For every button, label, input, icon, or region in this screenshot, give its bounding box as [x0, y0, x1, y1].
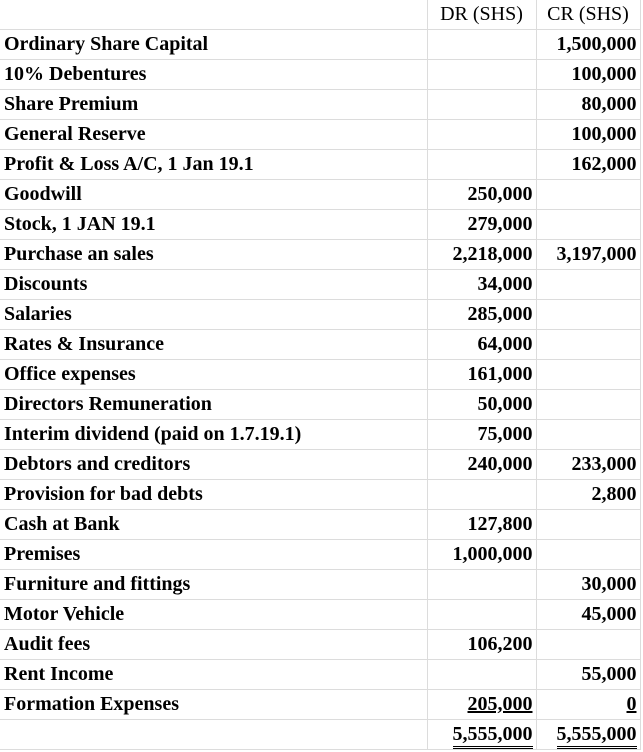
- credit-amount: 45,000: [536, 600, 640, 630]
- debit-amount: [427, 120, 536, 150]
- table-row: [0, 120, 640, 150]
- debit-amount: 127,800: [427, 510, 536, 540]
- debit-amount: 1,000,000: [427, 540, 536, 570]
- table-row: [0, 510, 640, 540]
- account-name: Cash at Bank: [0, 510, 427, 540]
- credit-amount: 3,197,000: [536, 240, 640, 270]
- account-name: Profit & Loss A/C, 1 Jan 19.1: [0, 150, 427, 180]
- debit-amount: [427, 480, 536, 510]
- account-name: Motor Vehicle: [0, 600, 427, 630]
- table-row: [0, 600, 640, 630]
- table-row: [0, 390, 640, 420]
- table-row: [0, 360, 640, 390]
- account-name: Furniture and fittings: [0, 570, 427, 600]
- credit-amount: 2,800: [536, 480, 640, 510]
- credit-amount: [536, 690, 640, 720]
- header-dr: DR (SHS): [427, 0, 536, 30]
- debit-amount: [427, 570, 536, 600]
- credit-amount: [536, 300, 640, 330]
- totals-cr-value: 5,555,000: [557, 723, 637, 749]
- totals-dr-value: 5,555,000: [453, 723, 533, 749]
- credit-amount-value: 0: [626, 693, 637, 715]
- credit-amount: 162,000: [536, 150, 640, 180]
- account-name: Formation Expenses: [0, 690, 427, 720]
- account-name: Rates & Insurance: [0, 330, 427, 360]
- credit-amount: 55,000: [536, 660, 640, 690]
- credit-amount: [536, 420, 640, 450]
- account-name: Discounts: [0, 270, 427, 300]
- table-row: [0, 270, 640, 300]
- totals-row: [0, 720, 640, 750]
- debit-amount: [427, 600, 536, 630]
- debit-amount-value: 205,000: [467, 693, 533, 715]
- header-cr: CR (SHS): [536, 0, 640, 30]
- account-name: Debtors and creditors: [0, 450, 427, 480]
- account-name: Interim dividend (paid on 1.7.19.1): [0, 420, 427, 450]
- header-row: [0, 0, 640, 30]
- table-row: [0, 240, 640, 270]
- debit-amount: 64,000: [427, 330, 536, 360]
- account-name: Audit fees: [0, 630, 427, 660]
- table-row: [0, 570, 640, 600]
- credit-amount: [536, 630, 640, 660]
- debit-amount: 75,000: [427, 420, 536, 450]
- table-row: [0, 540, 640, 570]
- table-row: [0, 180, 640, 210]
- account-name: Stock, 1 JAN 19.1: [0, 210, 427, 240]
- credit-amount: 100,000: [536, 120, 640, 150]
- account-name: Goodwill: [0, 180, 427, 210]
- debit-amount: 285,000: [427, 300, 536, 330]
- credit-amount: [536, 510, 640, 540]
- debit-amount: [427, 60, 536, 90]
- credit-amount: [536, 540, 640, 570]
- debit-amount: [427, 150, 536, 180]
- account-name: Provision for bad debts: [0, 480, 427, 510]
- debit-amount: [427, 690, 536, 720]
- table-body: [0, 30, 640, 720]
- table-row: [0, 420, 640, 450]
- account-name: Salaries: [0, 300, 427, 330]
- credit-amount: [536, 330, 640, 360]
- table-row: [0, 210, 640, 240]
- table-row: [0, 330, 640, 360]
- debit-amount: 250,000: [427, 180, 536, 210]
- table-row: [0, 630, 640, 660]
- account-name: Rent Income: [0, 660, 427, 690]
- credit-amount: [536, 360, 640, 390]
- credit-amount: [536, 210, 640, 240]
- credit-amount: 1,500,000: [536, 30, 640, 60]
- debit-amount: 240,000: [427, 450, 536, 480]
- debit-amount: [427, 90, 536, 120]
- credit-amount: [536, 390, 640, 420]
- table-row: [0, 480, 640, 510]
- table-row: [0, 300, 640, 330]
- credit-amount: [536, 270, 640, 300]
- table-row: [0, 30, 640, 60]
- credit-amount: 233,000: [536, 450, 640, 480]
- table-row: [0, 660, 640, 690]
- account-name: Purchase an sales: [0, 240, 427, 270]
- table-row: [0, 150, 640, 180]
- debit-amount: [427, 30, 536, 60]
- credit-amount: 100,000: [536, 60, 640, 90]
- debit-amount: 34,000: [427, 270, 536, 300]
- account-name: Premises: [0, 540, 427, 570]
- account-name: Directors Remuneration: [0, 390, 427, 420]
- table-row: [0, 90, 640, 120]
- debit-amount: 161,000: [427, 360, 536, 390]
- table-row: [0, 690, 640, 720]
- credit-amount: [536, 180, 640, 210]
- account-name: Share Premium: [0, 90, 427, 120]
- header-account: [0, 0, 427, 30]
- account-name: Ordinary Share Capital: [0, 30, 427, 60]
- table-row: [0, 60, 640, 90]
- debit-amount: [427, 660, 536, 690]
- debit-amount: 279,000: [427, 210, 536, 240]
- debit-amount: 50,000: [427, 390, 536, 420]
- totals-dr: [427, 720, 536, 750]
- account-name: Office expenses: [0, 360, 427, 390]
- debit-amount: 2,218,000: [427, 240, 536, 270]
- credit-amount: 80,000: [536, 90, 640, 120]
- credit-amount: 30,000: [536, 570, 640, 600]
- totals-label: [0, 720, 427, 750]
- account-name: 10% Debentures: [0, 60, 427, 90]
- account-name: General Reserve: [0, 120, 427, 150]
- debit-amount: 106,200: [427, 630, 536, 660]
- table-row: [0, 450, 640, 480]
- totals-cr: [536, 720, 640, 750]
